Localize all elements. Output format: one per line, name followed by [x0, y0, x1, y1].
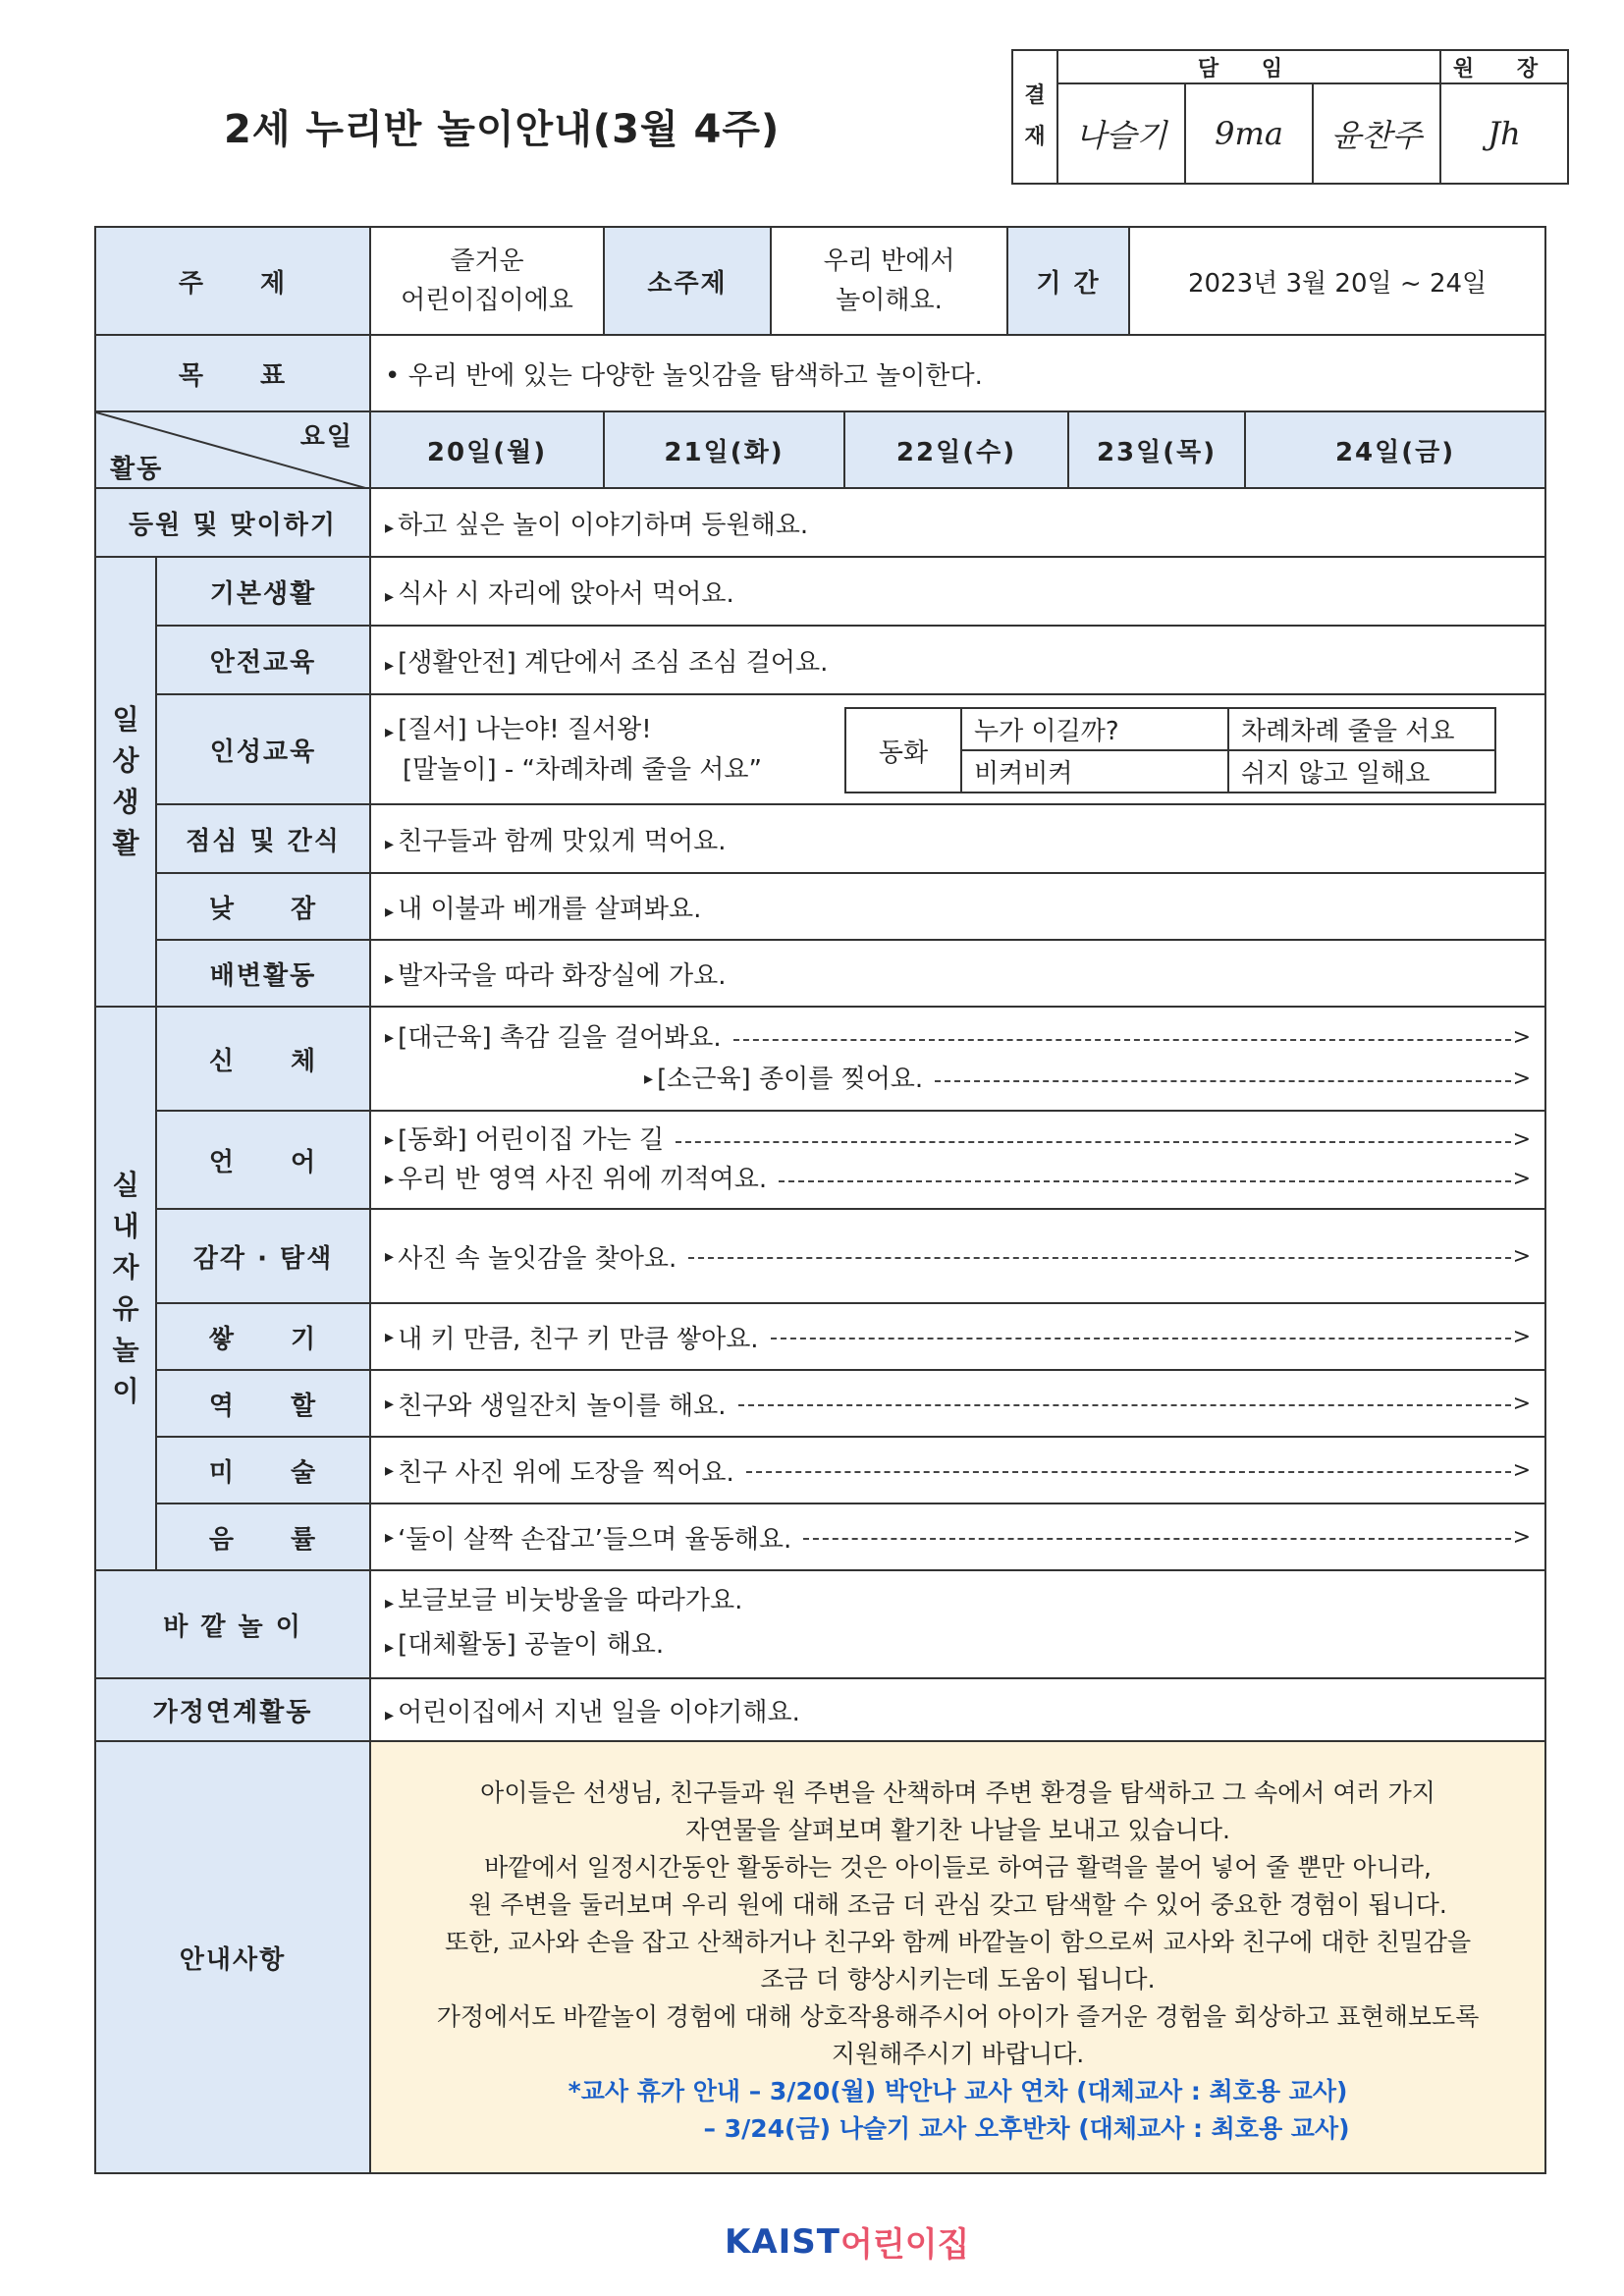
bullet-icon: ▸	[385, 1637, 395, 1658]
arrow-head-icon: >	[1512, 1127, 1532, 1152]
bullet-icon: ▸	[385, 1245, 395, 1267]
notice-line: 조금 더 향상시키는데 도움이 됩니다.	[760, 1965, 1156, 1994]
dashed-arrow	[935, 1080, 1510, 1082]
dashed-arrow	[779, 1180, 1510, 1182]
dashed-arrow	[803, 1538, 1510, 1540]
language-label: 언 어	[156, 1111, 370, 1209]
bullet-icon: ▸	[385, 1593, 395, 1613]
arrow-head-icon: >	[1512, 1025, 1532, 1050]
dashed-arrow	[738, 1404, 1511, 1406]
arrow-head-icon: >	[1512, 1391, 1532, 1416]
theme-label: 주 제	[95, 227, 370, 335]
language-value: ▸ [동화] 어린이집 가는 길 > ▸ 우리 반 영역 사진 위에 끼적여요. >	[370, 1111, 1545, 1209]
notice-label: 안내사항	[95, 1741, 370, 2173]
page-title: 2세 누리반 놀이안내(3월 4주)	[224, 107, 781, 152]
story-item: 차례차례 줄을 서요	[1228, 708, 1495, 750]
dashed-arrow	[771, 1338, 1511, 1339]
bullet-icon: ▸	[385, 1704, 395, 1725]
notice-line: 또한, 교사와 손을 잡고 산책하거나 친구와 함께 바깥놀이 함으로써 교사와 친구에 대한 친밀감을	[444, 1928, 1472, 1956]
outdoor-value: ▸ 보글보글 비눗방울을 따라가요. ▸ [대체활동] 공놀이 해요.	[370, 1570, 1545, 1678]
arrow-head-icon: >	[1512, 1243, 1532, 1269]
role-play-value: ▸ 친구와 생일잔치 놀이를 해요. >	[370, 1370, 1545, 1437]
dashed-arrow	[676, 1141, 1510, 1143]
subtheme-value: 우리 반에서 놀이해요.	[771, 227, 1007, 335]
subtheme-label: 소주제	[604, 227, 771, 335]
story-item: 쉬지 않고 일해요	[1228, 750, 1495, 793]
character-label: 인성교육	[156, 694, 370, 804]
arrow-head-icon: >	[1512, 1167, 1532, 1191]
bullet-icon: ▸	[385, 1459, 395, 1481]
body-value: ▸ [대근육] 촉감 길을 걸어봐요. > ▸ [소근육] 종이를 찢어요. >	[370, 1007, 1545, 1111]
dashed-arrow	[733, 1039, 1511, 1041]
signature-1: 나슬기	[1057, 83, 1185, 184]
character-value: ▸ [질서] 나는야! 질서왕! [말놀이] - “차례차례 줄을 서요” 동화 누가 이길까? 차례차례 줄을 서요 비켜비켜 쉬지 않고 일해요	[370, 694, 1545, 804]
goal-label: 목 표	[95, 335, 370, 411]
footer-logo	[725, 2217, 969, 2266]
home-link-value: ▸ 어린이집에서 지낸 일을 이야기해요.	[370, 1678, 1545, 1741]
outdoor-label: 바 깥 놀 이	[95, 1570, 370, 1678]
footer-brand: KAIST	[725, 2221, 840, 2262]
notice-line: 아이들은 선생님, 친구들과 원 주변을 산책하며 주변 환경을 탐색하고 그 속에서 여러 가지	[480, 1778, 1435, 1807]
corner-day-label: 요일	[299, 422, 354, 452]
bullet-icon: ▸	[385, 1393, 395, 1414]
period-label: 기 간	[1007, 227, 1129, 335]
notice-line: 지원해주시기 바랍니다.	[831, 2040, 1085, 2068]
day-fri: 24일(금)	[1245, 411, 1545, 488]
sensory-value: ▸ 사진 속 놀잇감을 찾아요. >	[370, 1209, 1545, 1303]
safety-value: ▸ [생활안전] 계단에서 조심 조심 걸어요.	[370, 626, 1545, 694]
bullet-icon: ▸	[385, 654, 395, 676]
bullet-icon: ▸	[385, 721, 395, 742]
signature-director: Jh	[1440, 83, 1568, 184]
story-item: 누가 이길까?	[961, 708, 1228, 750]
nap-value: ▸ 내 이불과 베개를 살펴봐요.	[370, 873, 1545, 940]
safety-label: 안전교육	[156, 626, 370, 694]
blocks-label: 쌓 기	[156, 1303, 370, 1370]
arrow-head-icon: >	[1512, 1066, 1532, 1091]
day-thu: 23일(목)	[1068, 411, 1245, 488]
arrival-value: ▸ 하고 싶은 놀이 이야기하며 등원해요.	[370, 488, 1545, 557]
story-label: 동화	[845, 708, 961, 793]
sensory-label: 감각 · 탐색	[156, 1209, 370, 1303]
footer-name: 어린이집	[840, 2225, 970, 2265]
bullet-icon: ▸	[385, 1326, 395, 1347]
theme-value: 즐거운 어린이집이에요	[370, 227, 604, 335]
daily-life-side-label: 일 상 생 활	[95, 557, 156, 1007]
bullet-icon: ▸	[644, 1068, 654, 1089]
nap-label: 낮 잠	[156, 873, 370, 940]
home-link-label: 가정연계활동	[95, 1678, 370, 1741]
director-label: 원 장	[1440, 50, 1568, 83]
notice-line: 바깥에서 일정시간동안 활동하는 것은 아이들로 하여금 활력을 불어 넣어 줄 뿐만 아니라,	[484, 1853, 1432, 1882]
music-label: 음 률	[156, 1503, 370, 1570]
basic-life-value: ▸ 식사 시 자리에 앉아서 먹어요.	[370, 557, 1545, 626]
dashed-arrow	[746, 1471, 1511, 1473]
bullet-icon: ▸	[385, 1027, 395, 1048]
basic-life-label: 기본생활	[156, 557, 370, 626]
bullet-icon: ▸	[385, 901, 395, 922]
homeroom-label: 담 임	[1057, 50, 1440, 83]
arrow-head-icon: >	[1512, 1457, 1532, 1483]
dashed-arrow	[688, 1257, 1510, 1259]
lunch-label: 점심 및 간식	[156, 804, 370, 873]
lunch-value: ▸ 친구들과 함께 맛있게 먹어요.	[370, 804, 1545, 873]
notice-line: 원 주변을 둘러보며 우리 원에 대해 조금 더 관심 갖고 탐색할 수 있어 중요한 경험이 됩니다.	[468, 1890, 1447, 1919]
day-tue: 21일(화)	[604, 411, 844, 488]
teacher-leave-notice: *교사 휴가 안내 – 3/20(월) 박안나 교사 연차 (대체교사 : 최호용 교사)	[568, 2077, 1348, 2105]
corner-activity-label: 활동	[110, 455, 164, 484]
approval-vertical-label: 결 재	[1012, 50, 1057, 184]
approval-box	[1011, 49, 1569, 185]
notice-text	[371, 1747, 1544, 2167]
arrow-head-icon: >	[1512, 1324, 1532, 1349]
notice-box	[370, 1741, 1545, 2173]
bullet-icon: ▸	[385, 517, 395, 538]
bullet-icon: ▸	[385, 833, 395, 854]
teacher-leave-notice: – 3/24(금) 나슬기 교사 오후반차 (대체교사 : 최호용 교사)	[703, 2114, 1350, 2143]
bullet-icon: ▸	[385, 1526, 395, 1548]
notice-line: 자연물을 살펴보며 활기찬 나날을 보내고 있습니다.	[685, 1816, 1230, 1844]
toilet-value: ▸ 발자국을 따라 화장실에 가요.	[370, 940, 1545, 1007]
goal-value: • 우리 반에 있는 다양한 놀잇감을 탐색하고 놀이한다.	[370, 335, 1545, 411]
signature-2: 9ma	[1185, 83, 1313, 184]
indoor-play-side-label: 실 내 자 유 놀 이	[95, 1007, 156, 1570]
arrow-head-icon: >	[1512, 1524, 1532, 1550]
notice-line: 가정에서도 바깥놀이 경험에 대해 상호작용해주시어 아이가 즐거운 경험을 회상하고 표현해보도록	[436, 2002, 1480, 2031]
toilet-label: 배변활동	[156, 940, 370, 1007]
bullet-icon: ▸	[385, 967, 395, 989]
bullet-icon: ▸	[385, 585, 395, 607]
arrival-label: 등원 및 맞이하기	[95, 488, 370, 557]
body-label: 신 체	[156, 1007, 370, 1111]
activity-table	[94, 226, 1546, 2174]
art-value: ▸ 친구 사진 위에 도장을 찍어요. >	[370, 1437, 1545, 1503]
role-play-label: 역 할	[156, 1370, 370, 1437]
art-label: 미 술	[156, 1437, 370, 1503]
signature-3: 윤찬주	[1313, 83, 1440, 184]
bullet-icon: ▸	[385, 1169, 395, 1189]
music-value: ▸ ‘둘이 살짝 손잡고’들으며 율동해요. >	[370, 1503, 1545, 1570]
story-table	[844, 707, 1496, 793]
period-value: 2023년 3월 20일 ~ 24일	[1129, 227, 1545, 335]
day-corner-cell	[95, 411, 370, 488]
bullet-icon: ▸	[385, 1129, 395, 1150]
story-item: 비켜비켜	[961, 750, 1228, 793]
day-wed: 22일(수)	[844, 411, 1068, 488]
blocks-value: ▸ 내 키 만큼, 친구 키 만큼 쌓아요. >	[370, 1303, 1545, 1370]
day-mon: 20일(월)	[370, 411, 604, 488]
